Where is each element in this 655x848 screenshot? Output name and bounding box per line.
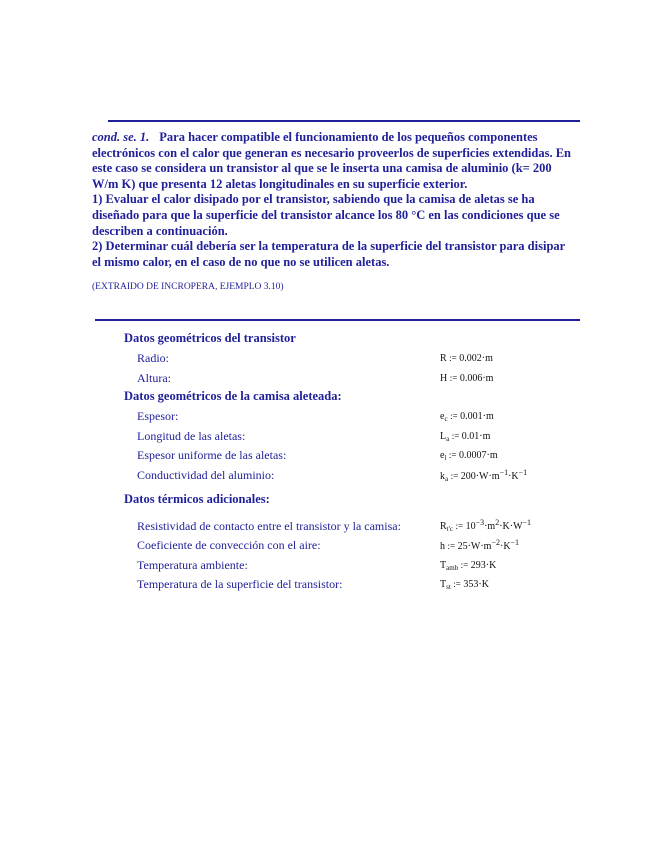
- label-espesor-aletas: Espesor uniforme de las aletas:: [137, 448, 287, 462]
- sub-t-amb: amb: [446, 564, 459, 572]
- eq-espesor-aletas: [440, 450, 498, 462]
- sym-espesor-aletas: e: [440, 450, 445, 461]
- label-t-amb: Temperatura ambiente:: [137, 558, 248, 572]
- val-conductividad-a: 200·W·m: [460, 471, 500, 482]
- val-resistividad-b: ·m: [484, 521, 496, 532]
- heading-termicos: Datos térmicos adicionales:: [124, 492, 270, 506]
- assign-op: :=: [450, 411, 458, 421]
- sym-resistividad: R: [440, 521, 447, 532]
- eq-resistividad: [440, 518, 531, 533]
- sym-t-sup: T: [440, 579, 447, 590]
- sub-espesor-aletas: l: [444, 454, 447, 462]
- sub-espesor: c: [444, 415, 448, 423]
- exp-resistividad-a: −3: [475, 518, 485, 527]
- val-conveccion-b: ·K: [499, 541, 511, 552]
- exp-conductividad-a: −1: [499, 468, 509, 477]
- label-altura: Altura:: [137, 371, 171, 385]
- val-t-amb: 293·K: [470, 560, 497, 571]
- source-citation: (EXTRAIDO DE INCROPERA, EJEMPLO 3.10): [92, 282, 284, 292]
- label-longitud: Longitud de las aletas:: [137, 429, 246, 443]
- sub-longitud: a: [446, 435, 450, 443]
- exp-resistividad-c: −1: [522, 518, 532, 527]
- assign-op: :=: [450, 471, 459, 481]
- val-longitud: 0.01·m: [461, 431, 491, 442]
- val-espesor: 0.001·m: [460, 411, 494, 422]
- label-conveccion: Coeficiente de convección con el aire:: [137, 538, 321, 552]
- sub-conductividad: a: [445, 475, 449, 483]
- exp-conductividad-b: −1: [518, 468, 528, 477]
- eq-altura: [440, 373, 493, 384]
- val-resistividad-c: ·K·W: [499, 521, 523, 532]
- assign-op: :=: [447, 541, 456, 551]
- assign-op: :=: [449, 373, 458, 383]
- val-conductividad-b: ·K: [508, 471, 519, 482]
- sym-espesor: e: [440, 411, 445, 422]
- sub-t-sup: st: [446, 583, 451, 591]
- eq-t-sup: [440, 579, 489, 591]
- val-t-sup: 353·K: [463, 579, 489, 590]
- sym-t-amb: T: [440, 560, 447, 571]
- label-t-sup: Temperatura de la superficie del transistor:: [137, 577, 343, 591]
- sym-conductividad: k: [440, 471, 445, 482]
- eq-t-amb: [440, 560, 496, 572]
- exp-conveccion-b: −1: [510, 538, 520, 547]
- eq-radio: [440, 353, 493, 364]
- problem-text-2: 1) Evaluar el calor disipado por el transistor, sabiendo que la camisa de aletas se ha diseñado para que la superficie del transistor alcance los 80 °C en las condiciones que se describen a continuación.: [92, 192, 560, 238]
- problem-statement: [92, 130, 572, 270]
- label-conductividad: Conductividad del aluminio:: [137, 468, 275, 482]
- assign-op: :=: [453, 579, 461, 589]
- sub-resistividad: t'c: [446, 525, 453, 533]
- assign-op: :=: [448, 450, 457, 460]
- heading-geom-camisa: Datos geométricos de la camisa aleteada:: [124, 389, 342, 403]
- heading-geom-transistor: Datos geométricos del transistor: [124, 331, 296, 345]
- label-resistividad: Resistividad de contacto entre el transistor y la camisa:: [137, 519, 401, 533]
- problem-text-3: 2) Determinar cuál debería ser la temperatura de la superficie del transistor para disipar el mismo calor, en el caso de no que no se utilicen aletas.: [92, 239, 565, 269]
- val-resistividad-a: 10: [465, 521, 476, 532]
- val-espesor-aletas: 0.0007·m: [458, 450, 498, 461]
- problem-label: cond. se. 1.: [92, 130, 150, 144]
- eq-espesor: [440, 411, 494, 423]
- exp-conveccion-a: −2: [491, 538, 500, 547]
- val-radio: 0.002·m: [459, 353, 493, 364]
- problem-text-1: Para hacer compatible el funcionamiento de los pequeños componentes electrónicos con el calor que generan es necesario proveerlos de superficies extendidas. En este caso se considera un transistor al que se le inserta una camisa de aluminio (k= 200 W/m K) que presenta 12 aletas longitudinales en su superficie exterior.: [92, 130, 571, 191]
- sym-radio: R: [440, 353, 447, 364]
- top-rule: [108, 120, 580, 122]
- assign-op: :=: [451, 431, 460, 441]
- assign-op: :=: [449, 353, 457, 363]
- eq-longitud: [440, 431, 490, 443]
- sym-altura: H: [440, 373, 448, 384]
- sym-longitud: L: [440, 431, 447, 442]
- section-rule: [95, 319, 580, 321]
- assign-op: :=: [460, 560, 469, 570]
- label-radio: Radio:: [137, 351, 169, 365]
- label-espesor: Espesor:: [137, 409, 179, 423]
- eq-conductividad: [440, 468, 527, 483]
- assign-op: :=: [455, 521, 464, 531]
- eq-conveccion: [440, 538, 519, 552]
- val-altura: 0.006·m: [459, 373, 494, 384]
- sym-conveccion: h: [440, 541, 445, 552]
- val-conveccion-a: 25·W·m: [457, 541, 492, 552]
- exp-resistividad-b: 2: [495, 518, 500, 527]
